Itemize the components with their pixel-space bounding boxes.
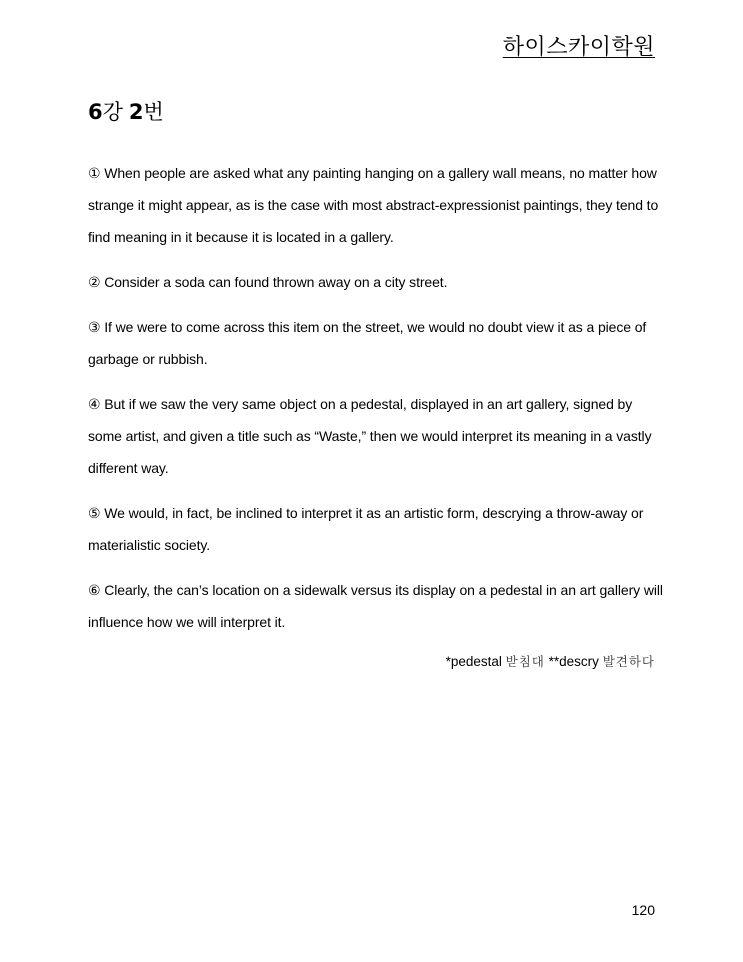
vocabulary-footnote <box>446 651 655 673</box>
item-number: 2 <box>128 100 144 124</box>
passage-sentence-6: ⑥ Clearly, the can’s location on a sidewalk versus its display on a pedestal in an art gallery will influence how we will interpret it. <box>88 582 663 630</box>
footnote-gloss-descry: 발견하다 <box>602 654 655 669</box>
passage-sentence-2: ② Consider a soda can found thrown away on a city street. <box>88 274 448 290</box>
passage-sentence-4: ④ But if we saw the very same object on a pedestal, displayed in an art gallery, signed by some artist, and given a title such as “Waste,” then we would interpret its meaning in a vastly different way. <box>88 396 652 476</box>
footnote-gloss-pedestal: 받침대 <box>505 654 545 669</box>
passage-sentence-5: ⑤ We would, in fact, be inclined to interpret it as an artistic form, descrying a throw-away or materialistic society. <box>88 505 644 553</box>
academy-brand-header: 하이스카이학원 <box>502 35 655 60</box>
page-number: 120 <box>631 902 655 918</box>
passage-sentence-1: ① When people are asked what any painting hanging on a gallery wall means, no matter how strange it might appear, as is the case with most abstract-expressionist paintings, they tend to find meaning in it because it is located in a gallery. <box>88 165 659 245</box>
footnote-term-pedestal: *pedestal <box>445 654 502 669</box>
passage <box>88 157 663 651</box>
lesson-word: 강 <box>102 100 123 124</box>
lesson-number: 6 <box>88 100 103 124</box>
lesson-title <box>88 98 164 126</box>
passage-sentence-3: ③ If we were to come across this item on the street, we would no doubt view it as a piece of garbage or rubbish. <box>88 319 647 367</box>
item-word: 번 <box>143 100 164 124</box>
footnote-term-descry: **descry <box>548 654 599 669</box>
